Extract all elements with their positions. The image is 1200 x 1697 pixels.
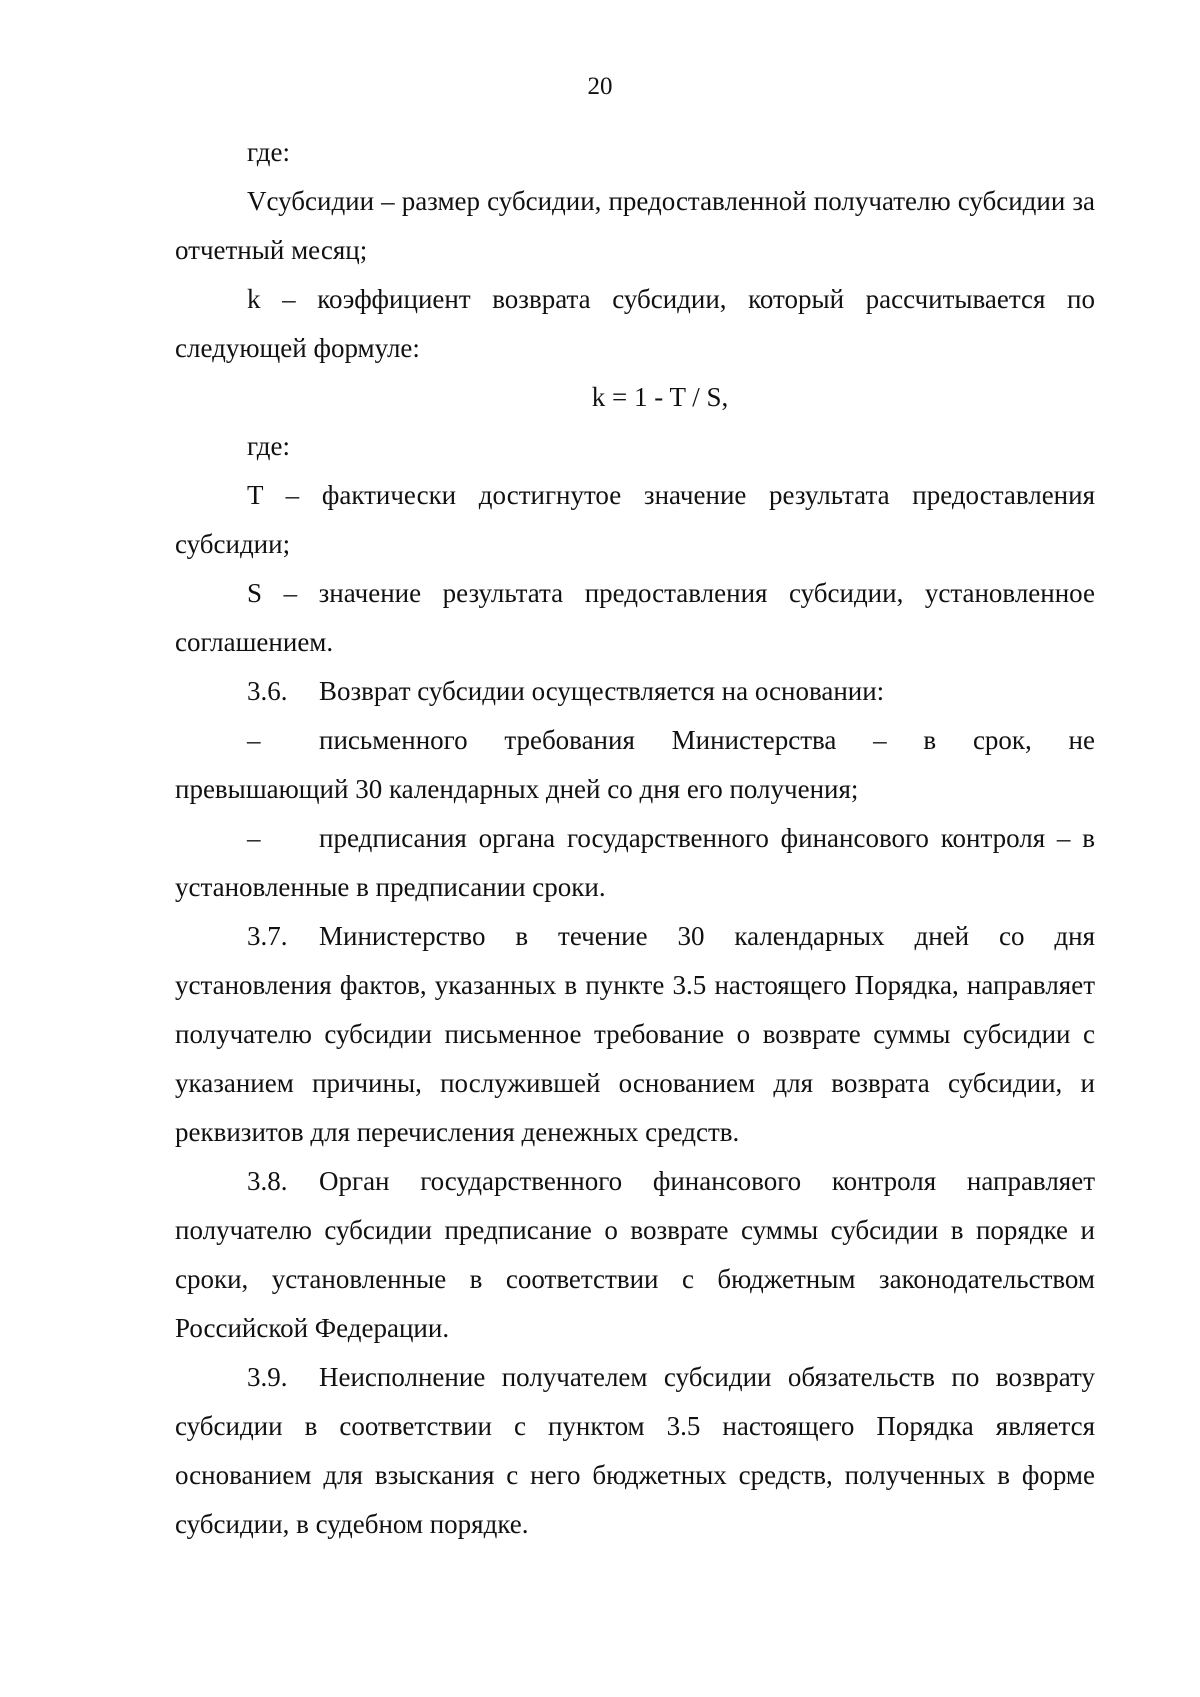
page-number: 20 [587,73,613,100]
section-3-8 [175,1157,1095,1353]
section-number: 3.9. [247,1362,288,1392]
paragraph-t-definition: T – фактически достигнутое значение результата предоставления субсидии; [175,480,1095,559]
paragraph-where-1: где: [247,137,290,167]
paragraph-where-2: где: [247,431,290,461]
paragraph-k-coefficient: k – коэффициент возврата субсидии, который рассчитывается по следующей формуле: [175,284,1095,363]
section-number: 3.7. [247,921,288,951]
paragraph-s-definition: S – значение результата предоставления субсидии, установленное соглашением. [175,578,1095,657]
section-3-7 [175,912,1095,1157]
section-text: Министерство в течение 30 календарных дней со дня установления фактов, указанных в пункте 3.5 настоящего Порядка, направляет получателю субсидии письменное требование о возврате суммы субсидии с указанием причины, послужившей основанием для возврата субсидии, и реквизитов для перечисления денежных средств. [175,921,1095,1147]
document-body [175,128,1095,1549]
formula: k = 1 - T / S, [591,382,729,412]
list-item-prescription [175,814,1095,912]
section-3-6 [175,667,1095,716]
paragraph-v-subsidy: Vсубсидии – размер субсидии, предоставленной получателю субсидии за отчетный месяц; [175,186,1095,265]
dash-marker: – [247,823,261,853]
section-3-9 [175,1353,1095,1549]
section-number: 3.8. [247,1166,288,1196]
section-text: Орган государственного финансового контроля направляет получателю субсидии предписание о возврате суммы субсидии в порядке и сроки, установленные в соответствии с бюджетным законодательством Российской Федерации. [175,1166,1095,1343]
section-text: Неисполнение получателем субсидии обязательств по возврату субсидии в соответствии с пунктом 3.5 настоящего Порядка является основанием для взыскания с него бюджетных средств, полученных в форме субсидии, в судебном порядке. [175,1362,1095,1539]
section-number: 3.6. [247,676,288,706]
dash-marker: – [247,725,261,755]
list-item-written-demand [175,716,1095,814]
list-item-text: письменного требования Министерства – в срок, не превышающий 30 календарных дней со дня его получения; [175,725,1095,804]
list-item-text: предписания органа государственного финансового контроля – в установленные в предписании сроки. [175,823,1095,902]
section-text: Возврат субсидии осуществляется на основании: [319,676,885,706]
